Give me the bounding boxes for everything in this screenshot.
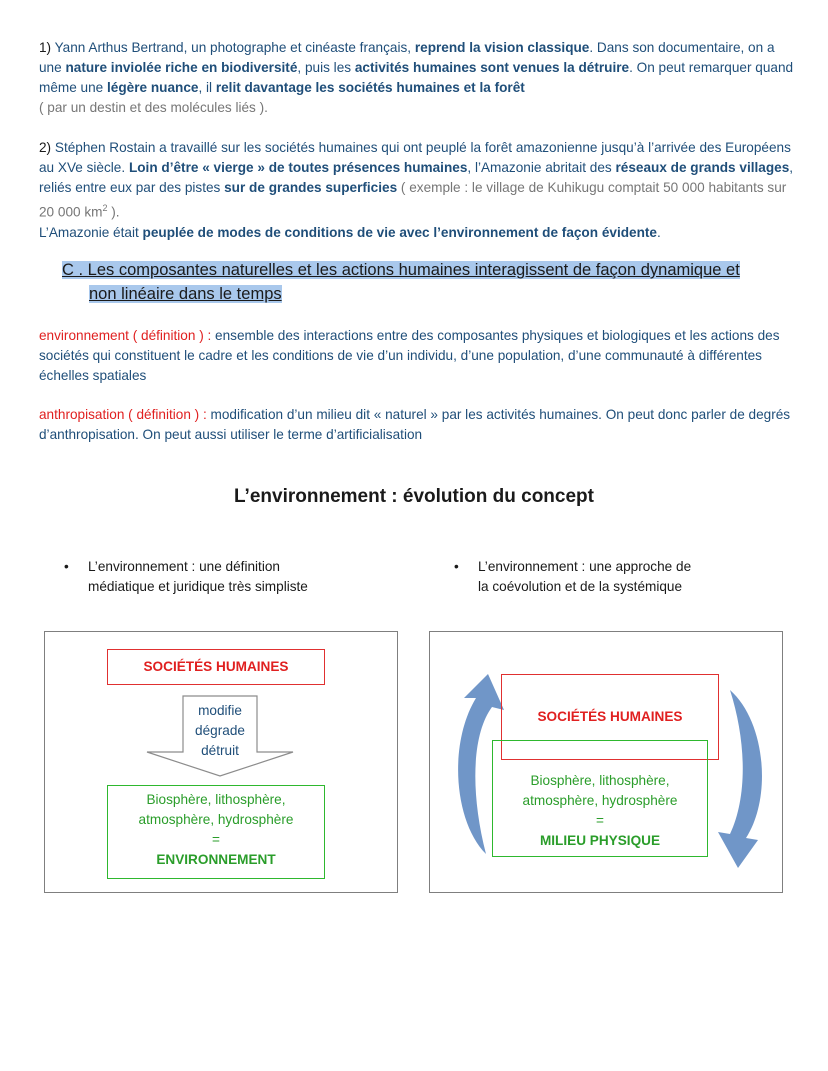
p1-bold: nature inviolée riche en biodiversité: [65, 60, 298, 75]
p1-text: . Dans son documentaire, on a une: [39, 40, 775, 75]
right-bullet-line1: L’environnement : une approche de: [478, 559, 692, 574]
section-c-line2: non linéaire dans le temps: [89, 285, 282, 303]
p2-text: .: [656, 224, 661, 240]
right-bullet: [454, 557, 692, 597]
p1-note: ( par un destin et des molécules liés ).: [39, 100, 268, 115]
left-env-line3: =: [212, 832, 220, 847]
left-societes-box: SOCIÉTÉS HUMAINES: [107, 649, 325, 685]
bullet-dot-icon: •: [454, 559, 459, 574]
left-env-line2: atmosphère, hydrosphère: [138, 812, 294, 827]
paragraph-1: [39, 38, 799, 118]
p2-text: , l’Amazonie abritait des: [467, 160, 616, 175]
definition-anthropisation: [39, 405, 799, 445]
diagram-title: L’environnement : évolution du concept: [234, 486, 594, 507]
left-environnement-box: [107, 785, 325, 879]
p2-bold: Loin d’être « vierge » de toutes présences humaines: [128, 160, 468, 175]
p2-example-end: ).: [107, 204, 120, 220]
left-bullet-line1: L’environnement : une définition: [88, 559, 280, 574]
def-env-term: environnement ( définition ) :: [39, 328, 212, 343]
p2-bold: sur de grandes superficies: [224, 180, 398, 195]
p2-text: Stéphen Rostain a travaillé sur les sociétés humaines qui ont peuplé la forêt amazonienne jusqu’à l’arrivée des Européens au XVe siècle.: [39, 140, 791, 175]
p1-bold: légère nuance: [107, 80, 199, 95]
p1-bold: activités humaines sont venues la détruire: [354, 60, 630, 75]
p1-text: , puis les: [297, 60, 355, 75]
right-milieu-box: [492, 740, 708, 857]
arrow-line-modifie: modifie: [198, 703, 242, 718]
def-anthro-term: anthropisation ( définition ) :: [39, 407, 207, 422]
p2-bold: peuplée de modes de conditions de vie avec l’environnement de façon évidente: [142, 224, 657, 240]
arrow-line-degrade: dégrade: [195, 723, 245, 738]
section-c-heading: [62, 258, 778, 306]
arrow-label: [165, 701, 275, 761]
right-diagram: [429, 631, 783, 893]
p1-bold: reprend la vision classique: [414, 40, 590, 55]
p1-text: . On peut remarquer quand même une: [39, 60, 794, 95]
p2-text: , reliés entre eux par des pistes: [39, 160, 794, 195]
arrow-line-detruit: détruit: [201, 743, 239, 758]
left-env-line1: Biosphère, lithosphère,: [146, 792, 286, 807]
definition-environnement: [39, 326, 799, 386]
left-bullet-line2: médiatique et juridique très simpliste: [88, 579, 308, 594]
bullet-dot-icon: •: [64, 559, 69, 574]
p2-bold: réseaux de grands villages: [615, 160, 790, 175]
left-bullet: [64, 557, 308, 597]
p1-number: 1): [39, 40, 55, 55]
paragraph-2: [39, 138, 799, 243]
right-milieu-label: MILIEU PHYSIQUE: [539, 833, 661, 848]
p1-text: Yann Arthus Bertrand, un photographe et cinéaste français,: [54, 40, 415, 55]
cycle-arrow-right-icon: [716, 688, 776, 870]
left-diagram: [44, 631, 398, 893]
right-societes-box: SOCIÉTÉS HUMAINES: [501, 674, 719, 760]
def-anthro-text: modification d’un milieu dit « naturel » par les activités humaines. On peut donc parler de degrés d’anthropisation. On peut aussi utiliser le terme d’artificialisation: [39, 407, 791, 442]
p2-sup: 2: [102, 203, 108, 213]
p2-text: L’Amazonie était: [39, 224, 143, 240]
right-bullet-line2: la coévolution et de la systémique: [478, 579, 683, 594]
p2-number: 2): [39, 140, 55, 155]
right-milieu-line3: =: [596, 813, 604, 828]
p1-bold: relit davantage les sociétés humaines et la forêt: [215, 80, 525, 95]
p1-text: , il: [198, 80, 216, 95]
left-env-label: ENVIRONNEMENT: [156, 852, 276, 867]
right-milieu-line2: atmosphère, hydrosphère: [522, 793, 678, 808]
right-milieu-line1: Biosphère, lithosphère,: [530, 773, 670, 788]
def-env-text: ensemble des interactions entre des composantes physiques et biologiques et les actions des sociétés qui constituent le cadre et les conditions de vie d’un individu, d’une population, d’une communauté à différentes échelles spatiales: [39, 328, 780, 383]
section-c-line1: C . Les composantes naturelles et les actions humaines interagissent de façon dynamique et: [62, 261, 740, 279]
p2-example: ( exemple : le village de Kuhikugu comptait 50 000 habitants sur 20 000 km: [39, 180, 787, 220]
